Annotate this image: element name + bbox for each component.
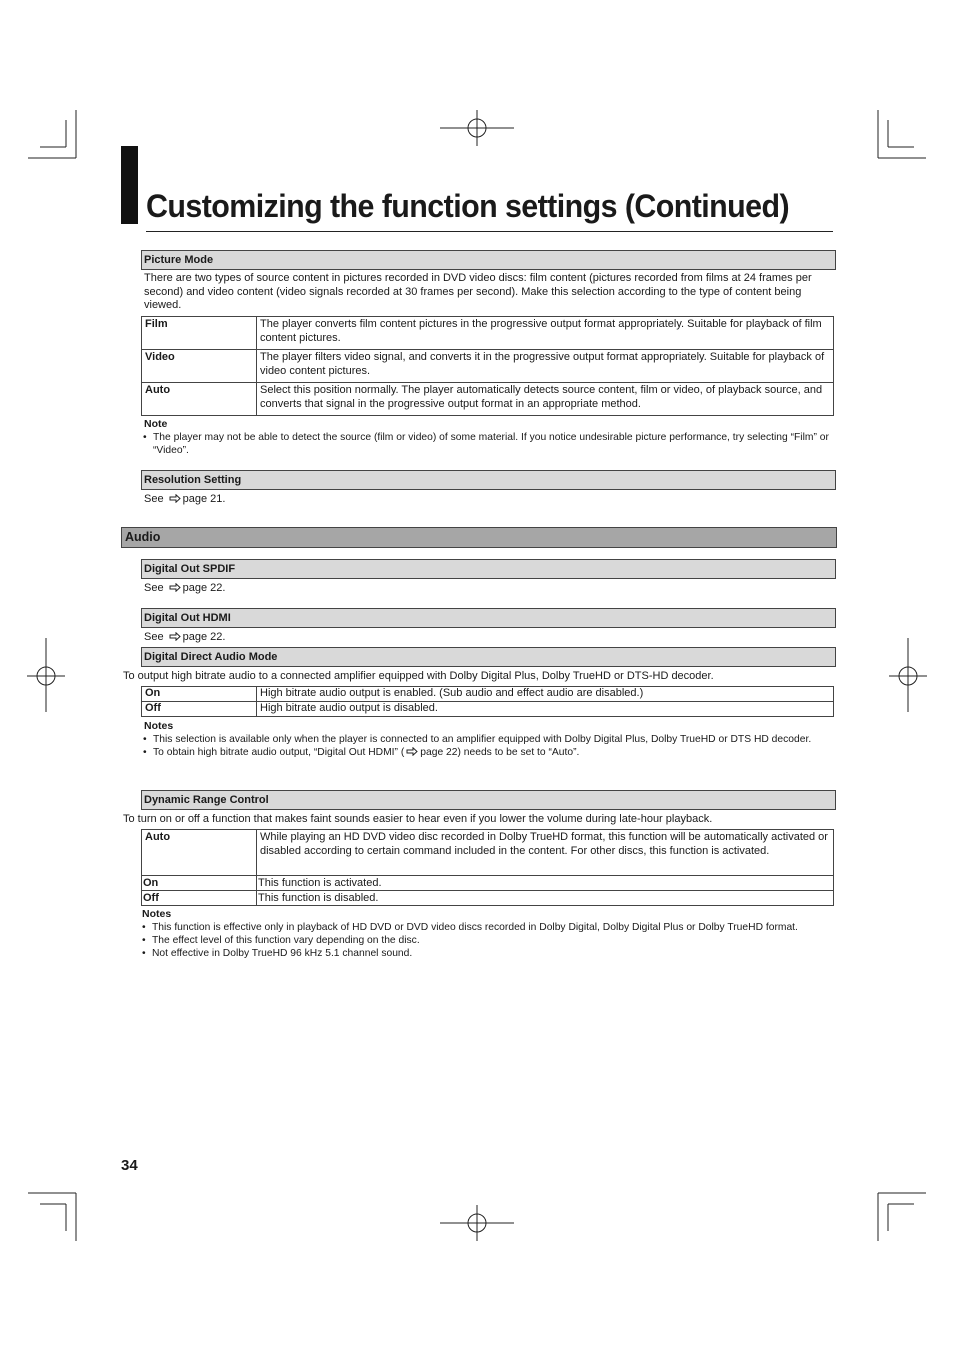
direct-audio-header: Digital Direct Audio Mode [141, 647, 836, 667]
option-desc: This function is activated. [257, 876, 834, 891]
arrow-right-icon [406, 747, 418, 756]
page-title: Customizing the function settings (Continued) [146, 188, 790, 224]
drc-notes [141, 921, 831, 960]
list-item: • This selection is available only when the player is connected to an amplifier equipped with Dolby Digital Plus, Dolby TrueHD or DTS HD decoder. [142, 733, 832, 746]
drc-table [141, 829, 834, 906]
drc-notes-label: Notes [142, 908, 172, 920]
table-row [142, 687, 834, 702]
picture-mode-header: Picture Mode [141, 250, 836, 270]
table-row [142, 702, 834, 717]
option-key: On [142, 687, 257, 702]
page-ref-link[interactable]: page 22. [182, 582, 226, 594]
list-item: • The player may not be able to detect the source (film or video) of some material. If you notice undesirable picture performance, try selecting “Film” or “Video”. [142, 431, 832, 457]
option-key: Auto [142, 830, 257, 876]
title-underline [146, 231, 833, 232]
note-text: To obtain high bitrate audio output, “Digital Out HDMI” ( [153, 747, 405, 758]
direct-audio-notes [142, 733, 832, 759]
picture-mode-intro: There are two types of source content in pictures recorded in DVD video discs: film content (pictures recorded from films at 24 frames per second) and video content (video signals recorded at 30 frames per second). Make this selection according to the type of content being viewed. [144, 272, 812, 312]
list-item: • The effect level of this function vary depending on the disc. [141, 934, 831, 947]
list-item: • Not effective in Dolby TrueHD 96 kHz 5.1 channel sound. [141, 947, 831, 960]
table-row [142, 891, 834, 906]
resolution-see [144, 493, 225, 505]
table-row [142, 383, 834, 416]
resolution-header: Resolution Setting [141, 470, 836, 490]
list-item [142, 746, 832, 759]
audio-section-header: Audio [121, 527, 837, 548]
option-desc: While playing an HD DVD video disc recorded in Dolby TrueHD format, this function will be automatically activated or disabled according to certain command included in the content. For other discs, this function is activated. [257, 830, 834, 876]
table-row [142, 317, 834, 350]
arrow-right-icon [169, 583, 181, 592]
option-desc: The player filters video signal, and converts it in the progressive output format appropriately. Suitable for playback of video content pictures. [257, 350, 834, 383]
table-row [142, 876, 834, 891]
spdif-see [144, 582, 225, 594]
hdmi-header: Digital Out HDMI [141, 608, 836, 628]
option-desc: The player converts film content pictures in the progressive output format appropriately. Suitable for playback of film content pictures. [257, 317, 834, 350]
table-row [142, 830, 834, 876]
page-number: 34 [121, 1157, 138, 1174]
arrow-right-icon [169, 494, 181, 503]
picture-mode-note-label: Note [144, 418, 168, 430]
option-key: On [142, 876, 257, 891]
option-desc: High bitrate audio output is disabled. [257, 702, 834, 717]
page-ref-link[interactable]: page 22. [182, 631, 226, 643]
page-ref-link[interactable]: page 21. [182, 493, 226, 505]
option-key: Off [142, 702, 257, 717]
option-desc: This function is disabled. [257, 891, 834, 906]
drc-header: Dynamic Range Control [141, 790, 836, 810]
see-label: See [144, 582, 164, 594]
see-label: See [144, 493, 164, 505]
option-key: Auto [142, 383, 257, 416]
option-key: Off [142, 891, 257, 906]
drc-intro: To turn on or off a function that makes faint sounds easier to hear even if you lower the volume during late-hour playback. [123, 813, 713, 825]
option-desc: Select this position normally. The player automatically detects source content, film or video, of playback source, and converts that signal in the progressive output format in an appropriate method. [257, 383, 834, 416]
direct-audio-notes-label: Notes [144, 720, 174, 732]
see-label: See [144, 631, 164, 643]
direct-audio-intro: To output high bitrate audio to a connected amplifier equipped with Dolby Digital Plus, Dolby TrueHD or DTS-HD decoder. [123, 670, 714, 682]
hdmi-see [144, 631, 225, 643]
table-row [142, 350, 834, 383]
option-desc: High bitrate audio output is enabled. (Sub audio and effect audio are disabled.) [257, 687, 834, 702]
direct-audio-table [141, 686, 834, 717]
option-key: Video [142, 350, 257, 383]
arrow-right-icon [169, 632, 181, 641]
picture-mode-notes [142, 431, 832, 457]
note-text: page 22) needs to be set to “Auto”. [420, 747, 580, 758]
spdif-header: Digital Out SPDIF [141, 559, 836, 579]
list-item: • This function is effective only in playback of HD DVD or DVD video discs recorded in Dolby Digital, Dolby Digital Plus or Dolby TrueHD format. [141, 921, 831, 934]
option-key: Film [142, 317, 257, 350]
picture-mode-table [141, 316, 834, 416]
title-marker-bar [121, 146, 138, 224]
